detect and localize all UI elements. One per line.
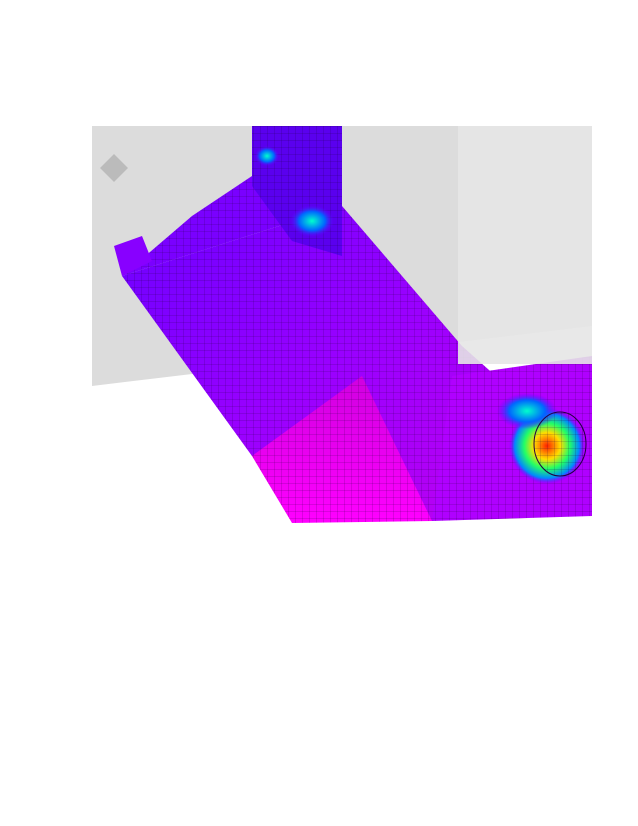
end-bore <box>534 412 586 476</box>
stress-legend <box>458 126 592 364</box>
legend-panel <box>458 126 592 364</box>
stress-hotspot-back <box>290 205 334 237</box>
fea-stress-figure <box>92 126 592 523</box>
stress-hotspot-top <box>255 146 279 166</box>
